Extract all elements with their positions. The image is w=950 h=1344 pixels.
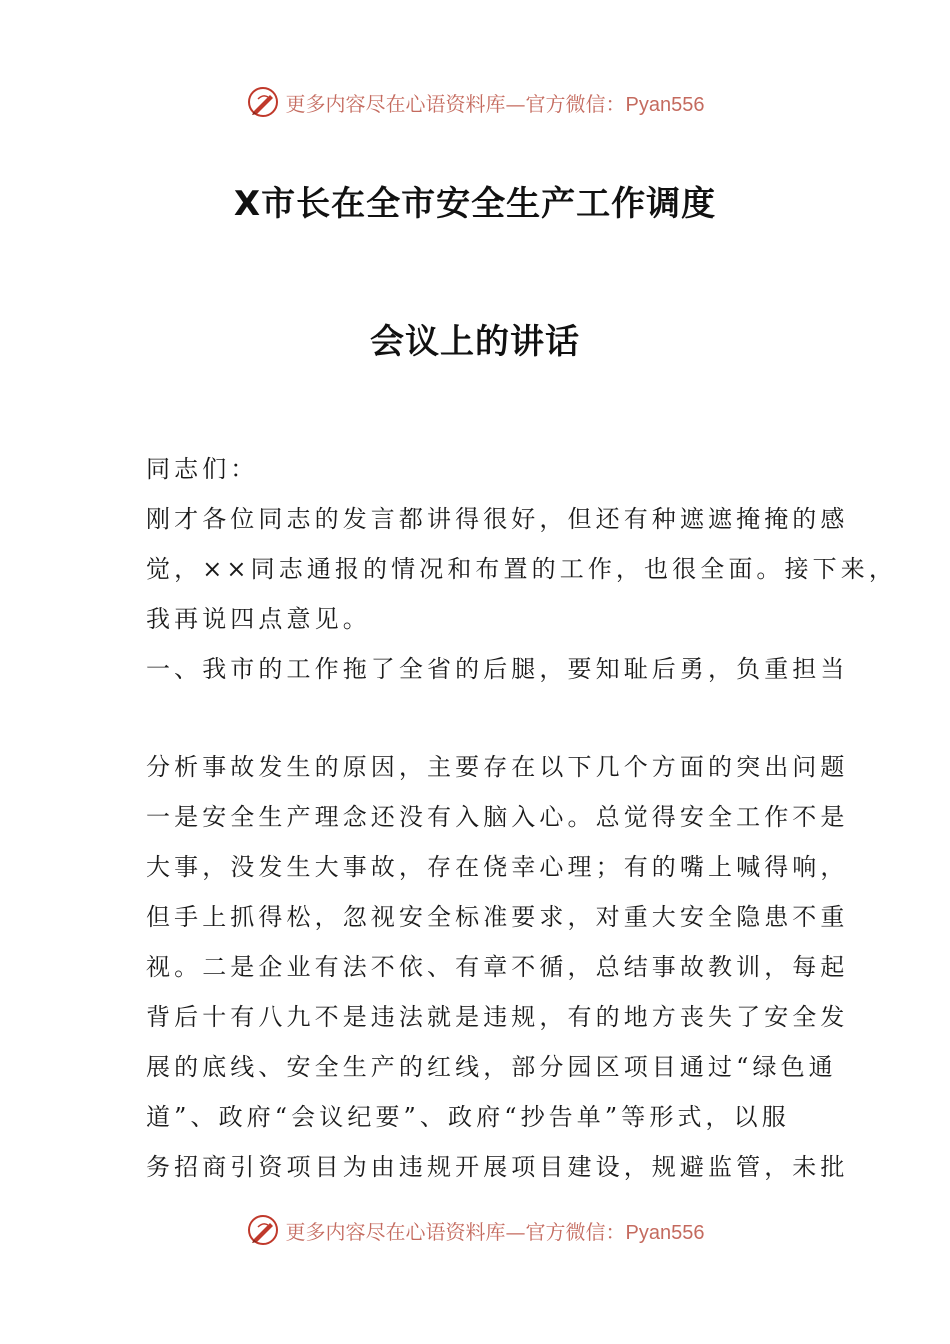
header-banner [0,82,950,122]
text-line: 务招商引资项目为由违规开展项目建设，规避监管，未批 [146,1153,849,1181]
banner-text: 更多内容尽在心语资料库—官方微信：Pyan556 [285,91,705,116]
section-heading: 一、我市的工作拖了全省的后腿，要知耻后勇，负重担当 [146,655,849,683]
text-line: 分析事故发生的原因，主要存在以下几个方面的突出问题 [146,753,849,781]
pen-logo-icon [246,1213,280,1247]
wechat-id: Pyan556 [625,1221,705,1244]
text-line: 道”、政府“会议纪要”、政府“抄告单”等形式，以服 [146,1103,790,1131]
document-title-line1: X市长在全市安全生产工作调度 [233,184,717,224]
text-line: 刚才各位同志的发言都讲得很好，但还有种遮遮掩掩的感 [146,505,849,533]
text-line: 但手上抓得松，忽视安全标准要求，对重大安全隐患不重 [146,903,849,931]
intro-paragraph [146,494,897,644]
text-line: 背后十有八九不是违法就是违规，有的地方丧失了安全发 [146,1003,849,1031]
banner-text: 更多内容尽在心语资料库—官方微信：Pyan556 [285,1219,705,1244]
body-paragraph [146,742,849,1192]
text-line: 大事，没发生大事故，存在侥幸心理；有的嘴上喊得响， [146,853,849,881]
text-line: 一是安全生产理念还没有入脑入心。总觉得安全工作不是 [146,803,849,831]
text-line: 展的底线、安全生产的红线，部分园区项目通过“绿色通 [146,1053,837,1081]
footer-banner [0,1210,950,1250]
wechat-id: Pyan556 [625,93,705,116]
text-line: 我再说四点意见。 [146,605,371,633]
text-line: 觉，××同志通报的情况和布置的工作，也很全面。接下来， [146,555,897,583]
document-title-line2: 会议上的讲话 [370,322,580,362]
text-line: 视。二是企业有法不依、有章不循，总结事故教训，每起 [146,953,849,981]
pen-logo-icon [246,85,280,119]
salutation: 同志们： [146,455,259,483]
